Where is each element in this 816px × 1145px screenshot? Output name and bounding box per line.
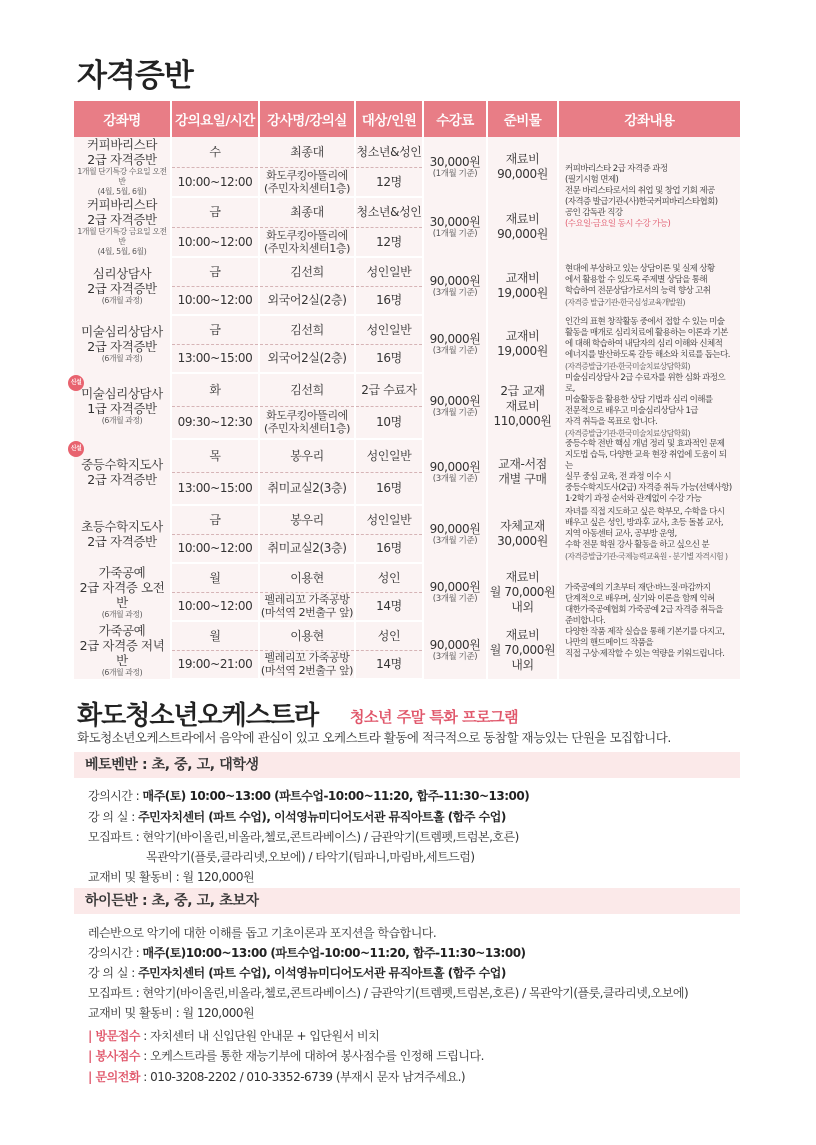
course-supplies-cell [487, 373, 558, 439]
description-line: 지역 아동센터 교사, 공부방 운영, [565, 528, 677, 539]
course-name-cell [74, 257, 171, 315]
course-time: 09:30~12:30 [171, 406, 259, 439]
course-fee-cell [423, 137, 487, 197]
course-level: 2급 자격증반 [87, 472, 157, 487]
supplies-line: 월 70,000원 [489, 642, 556, 657]
header-fee: 수강료 [423, 101, 487, 137]
course-fee: 90,000원 [429, 459, 481, 474]
header-description: 강좌내용 [558, 101, 740, 137]
course-capacity: 10명 [355, 406, 423, 439]
page-title: 자격증반 [77, 58, 193, 94]
course-teacher: 김선희 [259, 257, 355, 286]
description-issuer: (자격증발급기관-한국미술치료상담학회) [565, 361, 690, 371]
course-time: 13:00~15:00 [171, 344, 259, 373]
course-supplies-cell [487, 315, 558, 373]
description-highlight: (수요일·금요일 동시 수강 가능) [565, 219, 671, 229]
new-badge: 신설 [68, 441, 84, 457]
course-note: (6개월 과정) [101, 354, 143, 363]
course-level: 2급 자격증 저녁반 [79, 637, 165, 668]
course-time: 13:00~15:00 [171, 472, 259, 505]
course-fee-note: (3개월 기준) [432, 535, 478, 546]
course-target: 2급 수료자 [355, 373, 423, 406]
course-name-cell [74, 563, 171, 621]
course-time: 10:00~12:00 [171, 534, 259, 563]
course-fee-cell [423, 439, 487, 505]
course-supplies-cell [487, 621, 558, 679]
course-room-name: 화도쿠킹아뜰리에 [266, 168, 348, 182]
supplies-line: 교재비 [505, 271, 540, 285]
course-fee-cell [423, 505, 487, 563]
course-name: 미술심리상담사 [81, 324, 163, 339]
course-name-cell [70, 373, 171, 439]
description-line: 에너지를 발산하도록 갈등 해소와 치료를 돕는다. [565, 349, 730, 360]
description-issuer: (자격증발급기관-국제능력교육원 - 분기별 자격시험 ) [565, 551, 728, 561]
table-row [74, 137, 740, 167]
course-room [259, 227, 355, 257]
description-line: 나만의 핸드메이드 작품을 [565, 637, 653, 648]
description-line: 에서 활용할 수 있도록 주제별 상담을 통해 [565, 275, 708, 285]
course-target: 성인 [355, 621, 423, 650]
course-note: (6개월 과정) [101, 416, 143, 425]
course-day: 금 [171, 197, 259, 227]
footer-contact: | 문의전화 : 010-3208-2202 / 010-3352-6739 (부재시 문자 남겨주세요.) [88, 1070, 466, 1084]
course-capacity: 16명 [355, 534, 423, 563]
course-time: 10:00~12:00 [171, 227, 259, 257]
supplies-line: 개별 구매 [498, 472, 547, 486]
haydn-parts: 모집파트 : 현악기(바이올린,비올라,첼로,콘트라베이스) / 금관악기(트렘펫,트럼본,호른) / 목관악기(플룻,클라리넷,오보에) [88, 986, 689, 1000]
course-description-cell [558, 257, 740, 315]
beethoven-room: 강 의 실 : 주민자치센터 (파트 수업), 이석영뉴미디어도서관 뮤직아트홀 (합주 수업) [88, 810, 506, 824]
course-fee-note: (3개월 기준) [432, 287, 478, 298]
course-room-location: (마석역 2번출구 앞) [260, 664, 354, 678]
course-name-cell [74, 197, 171, 257]
course-room-location: (주민자치센터1층) [264, 181, 350, 195]
course-supplies-cell [487, 505, 558, 563]
beethoven-parts: 모집파트 : 현악기(바이올린,비올라,첼로,콘트라베이스) / 금관악기(트렘펫,트럼본,호른) [88, 830, 519, 844]
new-badge: 신설 [68, 375, 84, 391]
course-supplies-cell [487, 257, 558, 315]
beethoven-fee: 교재비 및 활동비 : 월 120,000원 [88, 870, 255, 884]
description-issuer: (자격증 발급기관-한국심성교육개발원) [565, 298, 685, 307]
course-target: 성인일반 [355, 505, 423, 534]
course-day: 화 [171, 373, 259, 406]
supplies-line: 2급 교재 [500, 383, 545, 398]
course-room-location: (마석역 2번출구 앞) [260, 606, 354, 620]
course-level: 2급 자격증반 [87, 152, 157, 167]
description-line: 커피바리스타 2급 자격증 과정 [565, 164, 668, 174]
course-fee-cell [423, 621, 487, 679]
course-description-cell [558, 439, 740, 505]
course-name: 가죽공예 [98, 622, 146, 638]
course-target: 성인일반 [355, 439, 423, 472]
course-target: 성인일반 [355, 257, 423, 286]
course-fee: 30,000원 [429, 214, 481, 229]
table-row [74, 257, 740, 286]
header-course-name: 강좌명 [74, 101, 171, 137]
course-fee: 90,000원 [429, 273, 481, 288]
description-line: 공인 감독관 직강 [565, 208, 623, 218]
course-teacher: 봉우리 [259, 505, 355, 534]
course-name-cell [74, 137, 171, 197]
course-room-name: 화도쿠킹아뜰리에 [266, 228, 348, 242]
description-line: 자녀를 직접 지도하고 싶은 학부모, 수학을 다시 [565, 506, 725, 517]
course-day: 수 [171, 137, 259, 167]
course-room [259, 592, 355, 621]
course-fee-note: (3개월 기준) [432, 593, 478, 604]
course-name-cell [74, 621, 171, 679]
haydn-time: 강의시간 : 매주(토)10:00~13:00 (파트수업-10:00~11:20, 합주-11:30~13:00) [88, 946, 526, 960]
course-teacher: 김선희 [259, 315, 355, 344]
course-name-cell [70, 439, 171, 505]
course-capacity: 14명 [355, 592, 423, 621]
footer-visit: | 방문접수 : 자치센터 내 신입단원 안내문 + 입단원서 비치 [88, 1029, 380, 1043]
course-fee: 90,000원 [429, 393, 481, 408]
course-room-location: (주민자치센터1층) [264, 241, 350, 255]
description-line: 다양한 작품 제작 실습을 통해 기본기를 다지고, [565, 626, 725, 637]
table-row [74, 439, 740, 472]
course-fee-cell [423, 257, 487, 315]
course-name: 커피바리스타 [86, 137, 158, 152]
course-day: 월 [171, 563, 259, 592]
course-capacity: 12명 [355, 167, 423, 197]
course-fee-note: (3개월 기준) [432, 651, 478, 662]
course-capacity: 14명 [355, 650, 423, 679]
description-line: 가죽공예의 기초부터 재단·바느질·마감까지 [565, 582, 711, 593]
beethoven-parts-2: 목관악기(플룻,클라리넷,오보에) / 타악기(팀파니,마림바,세트드럼) [146, 850, 475, 864]
course-teacher: 최종대 [259, 197, 355, 227]
course-capacity: 16명 [355, 344, 423, 373]
description-line: 대한가죽공예협회 가죽공예 2급 자격증 취득을 [565, 604, 723, 615]
course-fee: 30,000원 [429, 154, 481, 169]
course-teacher: 김선희 [259, 373, 355, 406]
course-time: 10:00~12:00 [171, 167, 259, 197]
supplies-line: 재료비 [505, 569, 540, 584]
course-name: 미술심리상담사 [81, 386, 163, 401]
course-room [259, 167, 355, 197]
supplies-line: 19,000원 [497, 286, 548, 300]
course-name: 초등수학지도사 [81, 519, 163, 534]
description-line: 미술심리상담사 2급 수료자를 위한 심화 과정으로, [565, 373, 725, 394]
supplies-line: 90,000원 [497, 167, 548, 181]
orchestra-title: 화도청소년오케스트라 [77, 701, 319, 731]
course-teacher: 최종대 [259, 137, 355, 167]
course-room-location: (주민자치센터1층) [264, 422, 350, 436]
supplies-line: 교재비 [505, 329, 540, 343]
supplies-line: 110,000원 [493, 413, 552, 428]
course-name: 가죽공예 [98, 564, 146, 580]
description-line: 중등수학 전반 핵심 개념 정리 및 효과적인 문제 [565, 439, 725, 449]
course-fee-note: (3개월 기준) [432, 473, 478, 484]
description-line: 1·2학기 과정 순서와 관계없이 수강 가능 [565, 494, 702, 504]
course-time: 10:00~12:00 [171, 286, 259, 315]
header-supplies: 준비물 [487, 101, 558, 137]
footer-volunteer: | 봉사점수 : 오케스트라를 통한 재능기부에 대하여 봉사점수를 인정해 드립니다. [88, 1049, 484, 1063]
orchestra-intro: 화도청소년오케스트라에서 음악에 관심이 있고 오케스트라 활동에 적극적으로 동참할 재능있는 단원을 모집합니다. [77, 730, 671, 745]
description-line: 현대에 부상하고 있는 상담이론 및 실제 상황 [565, 264, 715, 274]
course-fee-note: (1개월 기준) [432, 228, 478, 239]
course-room: 외국어2실(2층) [259, 286, 355, 315]
supplies-line: 재료비 [505, 398, 540, 413]
course-target: 청소년&성인 [355, 197, 423, 227]
course-time: 10:00~12:00 [171, 592, 259, 621]
course-name-cell [74, 315, 171, 373]
course-fee-cell [423, 373, 487, 439]
description-issuer: (자격증발급기관-한국미술치료상담학회) [565, 429, 690, 438]
course-teacher: 봉우리 [259, 439, 355, 472]
description-line: 인간의 표현 창작활동 중에서 접할 수 있는 미술 [565, 316, 725, 327]
course-note: (6개월 과정) [101, 609, 143, 619]
description-line: 활동을 매개로 심리치료에 활용하는 이론과 기본 [565, 327, 728, 338]
table-row [74, 505, 740, 534]
haydn-fee: 교재비 및 활동비 : 월 120,000원 [88, 1006, 255, 1020]
course-teacher: 이용현 [259, 621, 355, 650]
header-schedule: 강의요일/시간 [171, 101, 259, 137]
course-description-cell [558, 563, 740, 679]
description-line: 수학 전문 학원 강사 활동을 하고 싶으신 분 [565, 539, 710, 550]
supplies-line: 교재-서점 [498, 457, 547, 471]
course-description-cell [558, 373, 740, 439]
description-line: 에 대해 학습하여 내담자의 심리 이해와 신체적 [565, 338, 723, 349]
course-note: 1개월 단기특강 금요일 오전반 [77, 227, 167, 246]
course-level: 2급 자격증반 [87, 281, 157, 296]
description-line: 미술활동을 활용한 상담 기법과 심리 이해를 [565, 395, 713, 405]
course-supplies-cell [487, 563, 558, 621]
course-room-name: 펠레리꼬 가죽공방 [264, 651, 350, 665]
course-day: 금 [171, 505, 259, 534]
course-name: 커피바리스타 [86, 197, 158, 212]
supplies-line: 자체교재 [500, 519, 545, 533]
beethoven-band: 베토벤반 : 초, 중, 고, 대학생 [74, 752, 740, 778]
course-level: 1급 자격증반 [87, 401, 157, 416]
description-line: 자격 취득을 목표로 합니다. [565, 417, 658, 427]
course-supplies-cell [487, 439, 558, 505]
table-row [74, 563, 740, 592]
orchestra-subtitle: 청소년 주말 특화 프로그램 [350, 708, 519, 726]
course-room: 취미교실2(3층) [259, 534, 355, 563]
course-note: (6개월 과정) [101, 667, 143, 677]
course-note: (6개월 과정) [101, 296, 143, 305]
course-fee-cell [423, 315, 487, 373]
supplies-line: 월 70,000원 [489, 584, 556, 599]
course-teacher: 이용현 [259, 563, 355, 592]
description-line: 배우고 싶은 성인, 방과후 교사, 초등 돌봄 교사, [565, 517, 724, 528]
course-note: 1개월 단기특강 수요일 오전반 [77, 167, 167, 186]
course-description-cell [558, 137, 740, 257]
course-day: 월 [171, 621, 259, 650]
course-supplies-cell [487, 137, 558, 197]
course-fee-note: (3개월 기준) [432, 345, 478, 356]
course-level: 2급 자격증반 [87, 534, 157, 549]
course-fee-cell [423, 563, 487, 621]
course-capacity: 16명 [355, 472, 423, 505]
description-line: 전문적으로 배우고 미술심리상담사 1급 [565, 406, 698, 416]
course-room: 외국어2실(2층) [259, 344, 355, 373]
supplies-line: 재료비 [505, 212, 540, 226]
course-day: 금 [171, 257, 259, 286]
table-row [74, 373, 740, 406]
course-capacity: 16명 [355, 286, 423, 315]
course-day: 목 [171, 439, 259, 472]
description-line: (자격증 발급기관-(사)한국커피바리스타협회) [565, 197, 718, 207]
course-fee-cell [423, 197, 487, 257]
description-line: 전문 바리스타로서의 취업 및 창업 기회 제공 [565, 186, 715, 196]
course-room-name: 화도쿠킹아뜰리에 [266, 409, 348, 423]
description-line: 직접 구상·제작할 수 있는 역량을 키워드립니다. [565, 648, 725, 659]
supplies-line: 내외 [511, 657, 534, 672]
course-name-cell [74, 505, 171, 563]
supplies-line: 19,000원 [497, 344, 548, 358]
course-target: 성인일반 [355, 315, 423, 344]
course-capacity: 12명 [355, 227, 423, 257]
course-fee: 90,000원 [429, 331, 481, 346]
course-level: 2급 자격증반 [87, 339, 157, 354]
course-fee: 90,000원 [429, 637, 481, 652]
header-teacher-room: 강사명/강의실 [259, 101, 355, 137]
haydn-band: 하이든반 : 초, 중, 고, 초보자 [74, 888, 740, 914]
header-target: 대상/인원 [355, 101, 423, 137]
supplies-line: 재료비 [505, 627, 540, 642]
description-line: 학습하여 전문상담가로서의 능력 향상 고취 [565, 286, 711, 296]
supplies-line: 30,000원 [497, 534, 548, 548]
course-fee-note: (3개월 기준) [432, 407, 478, 418]
course-description-cell [558, 505, 740, 563]
description-line: 실무 중심 교육, 전 과정 이수 시 [565, 472, 672, 482]
description-line: 중등수학지도사(2급) 자격증 취득 가능(선택사항) [565, 483, 732, 493]
haydn-desc: 레슨반으로 악기에 대한 이해를 돕고 기초이론과 포지션을 학습합니다. [88, 926, 437, 940]
course-room: 취미교실2(3층) [259, 472, 355, 505]
description-line: 단계적으로 배우며, 실기와 이론을 함께 익혀 [565, 593, 715, 604]
course-fee: 90,000원 [429, 579, 481, 594]
course-fee: 90,000원 [429, 521, 481, 536]
course-room [259, 406, 355, 439]
course-time: 19:00~21:00 [171, 650, 259, 679]
supplies-line: 90,000원 [497, 227, 548, 241]
supplies-line: 재료비 [505, 152, 540, 166]
course-note-2: (4월, 5월, 6월) [97, 187, 147, 196]
course-note-2: (4월, 5월, 6월) [97, 247, 147, 256]
description-line: 준비합니다. [565, 615, 606, 626]
course-day: 금 [171, 315, 259, 344]
course-supplies-cell [487, 197, 558, 257]
course-target: 성인 [355, 563, 423, 592]
certificate-course-table [70, 101, 740, 680]
course-level: 2급 자격증 오전반 [79, 579, 165, 610]
description-line: 지도법 습득, 다양한 교육 현장 취업에 도움이 되는 [565, 450, 727, 471]
description-line: (필기시험 면제) [565, 175, 619, 185]
haydn-room: 강 의 실 : 주민자치센터 (파트 수업), 이석영뉴미디어도서관 뮤직아트홀 (합주 수업) [88, 966, 506, 980]
beethoven-time: 강의시간 : 매주(토) 10:00~13:00 (파트수업-10:00~11:20, 합주-11:30~13:00) [88, 789, 530, 803]
course-name: 중등수학지도사 [81, 457, 163, 472]
course-fee-note: (1개월 기준) [432, 168, 478, 179]
supplies-line: 내외 [511, 599, 534, 614]
table-header-row [74, 101, 740, 137]
course-name: 심리상담사 [92, 266, 152, 281]
table-row [74, 315, 740, 344]
course-room [259, 650, 355, 679]
course-description-cell [558, 315, 740, 373]
course-level: 2급 자격증반 [87, 212, 157, 227]
course-room-name: 펠레리꼬 가죽공방 [264, 593, 350, 607]
course-target: 청소년&성인 [355, 137, 423, 167]
